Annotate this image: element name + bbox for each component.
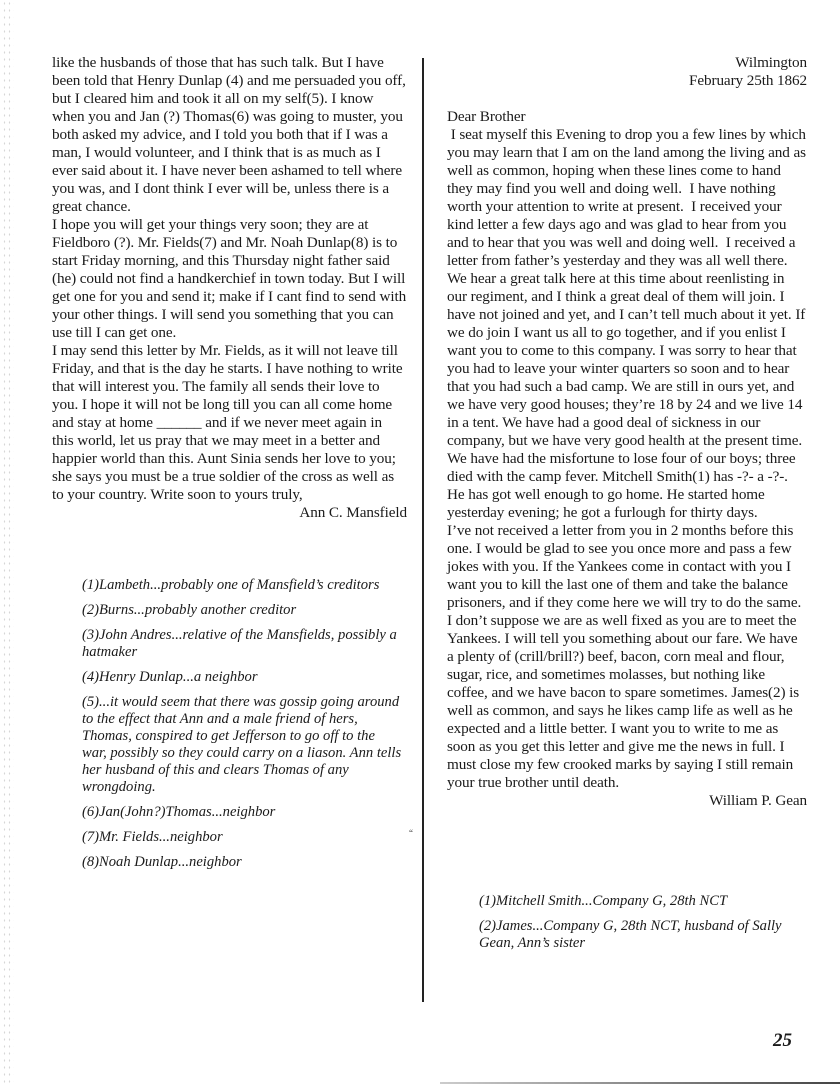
- column-divider: [422, 58, 424, 1002]
- right-letter-body: [447, 54, 810, 810]
- footnote: (2)James...Company G, 28th NCT, husband of Sally Gean, Ann’s sister: [479, 918, 782, 951]
- right-paragraph: I’ve not received a letter from you in 2 months before this one. I would be glad to see you once more and pass a few jokes with you. If the Yankees come in contact with you I want you to kill the last one of them and take the balance prisoners, and if they come here we will try to do the same.: [447, 522, 802, 611]
- footnote: (1)Mitchell Smith...Company G, 28th NCT: [479, 893, 728, 909]
- footnote: (3)John Andres...relative of the Mansfields, possibly a hatmaker: [82, 627, 397, 660]
- page-number: 25: [773, 1030, 792, 1051]
- right-paragraph: I seat myself this Evening to drop you a few lines by which you may learn that I am on the land among the living and as well as common, hoping when these lines come to hand they may find you well and doing well. I have nothing worth your attention to write at present. I received your kind letter a few days ago and was glad to hear from you and to hear that you was well and doing well. I received a letter from father’s yesterday and they was all well there.: [447, 126, 810, 269]
- scan-edge-artifact: [2, 0, 14, 1084]
- left-paragraph: I may send this letter by Mr. Fields, as it will not leave till Friday, and that is the day he starts. I have nothing to write that will interest you. The family all sends their love to you. I hope it will not be long till you can all come home and stay at home ______ and if we never meet again in this world, let us pray that we may meet in a better and happier world than this. Aunt Sinia sends her love to you; she says you must be a true soldier of the cross as well as to your country. Write soon to yours truly,: [52, 342, 403, 503]
- footnote: (7)Mr. Fields...neighbor: [82, 829, 223, 845]
- right-signature: William P. Gean: [709, 792, 807, 809]
- left-signature: Ann C. Mansfield: [299, 504, 407, 521]
- scan-mark: “: [409, 828, 413, 838]
- footnote: (1)Lambeth...probably one of Mansfield’s creditors: [82, 577, 380, 593]
- letter-place: Wilmington: [735, 54, 807, 71]
- left-paragraph: I hope you will get your things very soon; they are at Fieldboro (?). Mr. Fields(7) and Mr. Noah Dunlap(8) is to start Friday morning, and this Thursday night father said (he) could not find a handkerchief in town today. But I will get one for you and send it; make if I cant find to send with your other things. I will send you something that you can use till I can get one.: [52, 216, 407, 341]
- footnote: (6)Jan(John?)Thomas...neighbor: [82, 804, 276, 820]
- right-paragraph: We hear a great talk here at this time about reenlisting in our regiment, and I think a great deal of them will join. I have not joined and yet, and I can’t tell much about it yet. If we do join I want us all to go together, and if you enlist I want you to come to this company. I was sorry to hear that you had to leave your winter quarters so soon and to hear that you had such a bad camp. We are still in ours yet, and we have very good houses; they’re 18 by 24 and we live 14 in a tent. We have had a good deal of sickness in our company, but we have very good health at the present time. We have had the misfortune to lose four of our boys; three died with the camp fever. Mitchell Smith(1) has -?- a -?-. He has got well enough to go home. He started home yesterday evening; he got a furlough for thirty days.: [447, 270, 806, 521]
- left-paragraph: like the husbands of those that has such talk. But I have been told that Henry Dunlap (4) and me persuaded you off, but I cleared him and took it all on my self(5). I know when you and Jan (?) Thomas(6) was going to muster, you both asked my advice, and I told you both that if I was a man, I would volunteer, and I think that is as much as I ever said about it. I have never been ashamed to tell where you was, and I dont think I ever will be, unless there is a great chance.: [52, 54, 406, 215]
- footnote: (8)Noah Dunlap...neighbor: [82, 854, 242, 870]
- right-paragraph: I don’t suppose we are as well fixed as you are to meet the Yankees. I will tell you something about our fare. We have a plenty of (crill/brill?) beef, bacon, corn meal and flour, sugar, rice, and sometimes molasses, but nothing like coffee, and we have bacon to spare sometimes. James(2) is well as common, and says he likes camp life as well as he expected and a little better. I want you to write to me as soon as you get this letter and give me the news in full. I must close my few crooked marks by saying I still remain your true brother until death.: [447, 612, 800, 791]
- letter-date: February 25th 1862: [689, 72, 807, 89]
- footnote: (2)Burns...probably another creditor: [82, 602, 297, 618]
- footnote: (4)Henry Dunlap...a neighbor: [82, 669, 258, 685]
- footnote: (5)...it would seem that there was gossip going around to the effect that Ann and a male friend of hers, Thomas, conspired to get Jefferson to go off to the war, possibly so they could carry on a liason. Ann tells her husband of this and clears Thomas of any wrongdoing.: [82, 694, 402, 795]
- salutation: Dear Brother: [447, 108, 526, 125]
- left-footnotes: [82, 577, 402, 879]
- left-letter-body: [52, 54, 407, 522]
- right-footnotes: [479, 893, 799, 960]
